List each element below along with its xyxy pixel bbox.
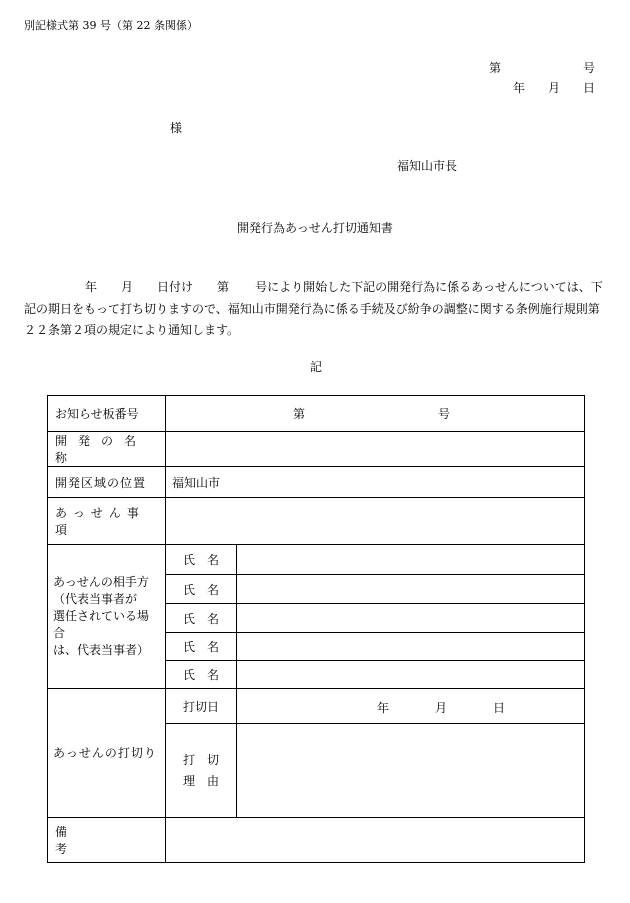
table-row (48, 545, 585, 575)
termination-label-cell (48, 689, 166, 818)
name-label: 氏 名 (182, 668, 219, 682)
ki-label: 記 (310, 360, 323, 374)
name-label-cell (166, 661, 237, 689)
termination-reason-label-cell (166, 724, 237, 818)
counterparty-label-line-2: （代表当事者が (53, 592, 138, 606)
name-value-cell[interactable] (237, 661, 585, 689)
mediation-matter-value-cell[interactable] (166, 498, 585, 545)
name-label-cell (166, 545, 237, 575)
notice-board-label-cell (48, 396, 166, 432)
mediation-matter-label-cell (48, 498, 166, 545)
intro-year: 年 (85, 280, 98, 294)
name-label-cell (166, 633, 237, 661)
mediation-matter-label: あっせん事項 (55, 506, 145, 537)
termination-date-year: 年 (377, 701, 390, 715)
form-table (47, 395, 585, 863)
form-label: 別記様式第 39 号（第 22 条関係） (24, 19, 198, 32)
name-label: 氏 名 (182, 582, 219, 597)
termination-date-month: 月 (435, 701, 448, 715)
name-label: 氏 名 (182, 611, 219, 626)
counterparty-label-cell (48, 545, 166, 689)
name-label-cell (166, 604, 237, 633)
name-value-cell[interactable] (237, 575, 585, 604)
name-label: 氏 名 (182, 553, 219, 567)
date-day: 日 (583, 81, 596, 95)
termination-reason-label-line-2: 理 由 (182, 773, 219, 788)
intro-dated: 日付け (157, 280, 194, 294)
dev-location-label-cell (48, 467, 166, 498)
termination-reason-label-line-1: 打 切 (182, 752, 219, 767)
termination-date-day: 日 (493, 701, 506, 715)
counterparty-label-line-3: 選任されている場合 (53, 609, 150, 640)
date-month: 月 (548, 81, 561, 95)
body-paragraph (24, 277, 610, 342)
table-row (48, 467, 585, 498)
counterparty-label-line-1: あっせんの相手方 (53, 575, 149, 589)
table-row (48, 432, 585, 467)
table-row (48, 689, 585, 724)
dev-location-label: 開発区域の位置 (55, 475, 147, 490)
addressee-suffix: 様 (170, 121, 183, 135)
dev-location-value-cell[interactable] (166, 467, 585, 498)
table-row (48, 498, 585, 545)
name-label-cell (166, 575, 237, 604)
remarks-value-cell[interactable] (166, 818, 585, 863)
termination-label: あっせんの打切り (53, 745, 157, 760)
intro-month: 月 (121, 280, 134, 294)
dev-location-value: 福知山市 (172, 475, 221, 490)
table-row (48, 818, 585, 863)
notice-board-prefix: 第 (293, 407, 306, 421)
name-value-cell[interactable] (237, 545, 585, 575)
sender-name: 福知山市長 (397, 159, 458, 173)
dev-name-value-cell[interactable] (166, 432, 585, 467)
dev-name-label-cell (48, 432, 166, 467)
document-title: 開発行為あっせん打切通知書 (237, 221, 393, 235)
body-text: 号により開始した下記の開発行為に係るあっせんについては、下記の期日をもって打ち切りますので、福知山市開発行為に係る手続及び紛争の調整に関する条例施行規則第２２条第２項の規定により通知します。 (24, 280, 603, 337)
number-prefix: 第 (489, 61, 502, 75)
termination-date-label: 打切日 (182, 699, 219, 714)
counterparty-label-line-4: は、代表当事者） (53, 643, 150, 657)
name-label: 氏 名 (182, 640, 219, 654)
name-value-cell[interactable] (237, 633, 585, 661)
dev-name-label: 開発の名称 (55, 434, 148, 465)
notice-board-label: お知らせ板番号 (55, 407, 139, 421)
remarks-label-cell (48, 818, 166, 863)
remarks-label: 備考 (55, 825, 148, 856)
termination-reason-value-cell[interactable] (237, 724, 585, 818)
notice-board-number-cell[interactable] (166, 396, 585, 432)
termination-date-value-cell[interactable] (237, 689, 585, 724)
termination-date-label-cell (166, 689, 237, 724)
date-year: 年 (513, 81, 526, 95)
intro-number-prefix: 第 (217, 280, 230, 294)
notice-board-suffix: 号 (437, 407, 450, 421)
name-value-cell[interactable] (237, 604, 585, 633)
number-suffix: 号 (583, 61, 596, 75)
table-row (48, 396, 585, 432)
